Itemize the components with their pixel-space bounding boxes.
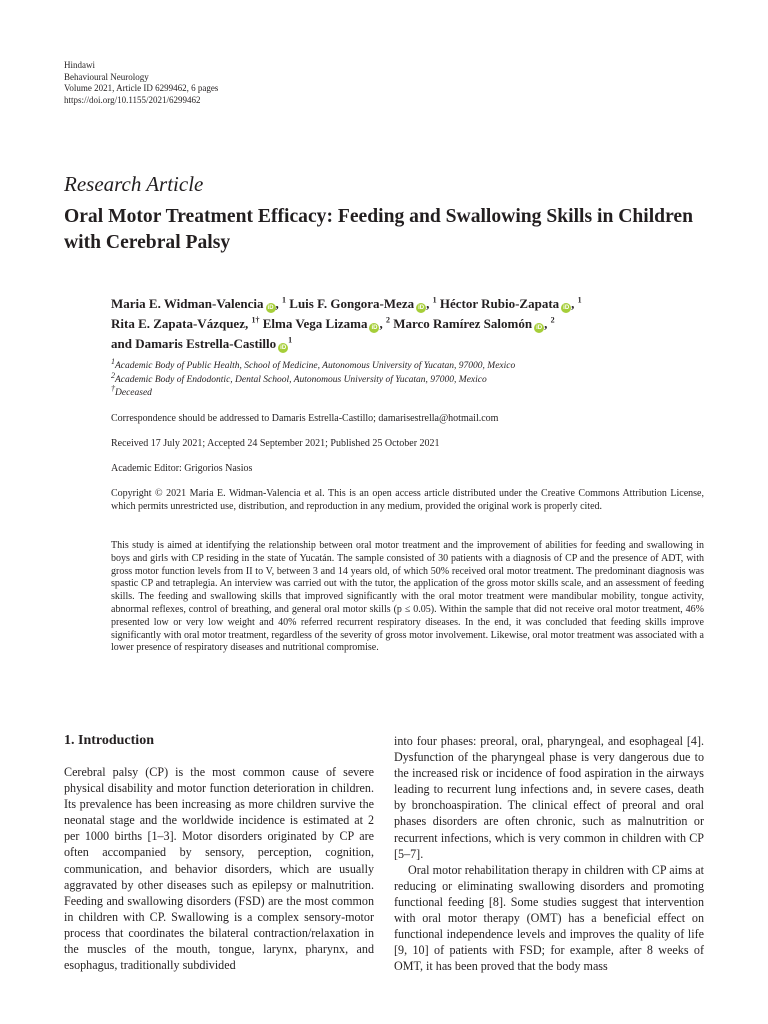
author-list <box>111 294 711 354</box>
publication-dates: Received 17 July 2021; Accepted 24 September 2021; Published 25 October 2021 <box>111 438 440 449</box>
publisher-name: Hindawi <box>64 60 95 70</box>
author: Héctor Rubio-Zapata iD , $^1$ <box>439 295 582 311</box>
author: Elma Vega Lizama iD , $^2$ <box>262 315 390 331</box>
doi-link[interactable]: https://doi.org/10.1155/2021/6299462 <box>64 94 201 105</box>
section-heading: 1. Introduction <box>64 733 154 748</box>
author: Maria E. Widman-Valencia iD , $^1$ <box>111 295 287 311</box>
copyright-notice: Copyright © 2021 Maria E. Widman-Valencia et al. This is an open access article distributed under the Creative Commons Attribution License, which permits unrestricted use, distribution, and reproduction in any medium, provided the original work is properly cited. <box>111 488 704 512</box>
journal-name: Behavioural Neurology <box>64 71 149 82</box>
orcid-icon[interactable]: iD <box>267 305 274 311</box>
affiliations <box>111 356 711 401</box>
author: Marco Ramírez Salomón iD , $^2$ <box>393 315 555 331</box>
orcid-icon[interactable]: iD <box>371 325 378 331</box>
article-title: Oral Motor Treatment Efficacy: Feeding and Swallowing Skills in Children with Cerebral Palsy <box>64 206 694 253</box>
abstract: This study is aimed at identifying the relationship between oral motor treatment and the improvement of abilities for feeding and swallowing in boys and girls with CP residing in the state of Yucatán. The sample consisted of 30 patients with a diagnosis of CP and the presence of ADT, with gross motor function levels from II to V, between 3 and 14 years old, of which 50% received oral motor treatment. The predominant diagnosis was spastic CP and tetraplegia. An interview was carried out with the tutor, the application of the gross motor skills scale, and an assessment of feeding skills. The feeding and swallowing skills that improved significantly with the oral motor treatment were mandibular mobility, tongue activity, abnormal reflexes, control of breathing, and general oral motor skills (p ≤ 0.05). Within the sample that did not receive oral motor treatment, 46% presented low or very low weight and 40% referred recurrent respiratory diseases. In the end, it was concluded that feeding skills improve significantly with oral motor treatment, regardless of the severity of gross motor involvement. Likewise, oral motor treatment was associated with a lower presence of respiratory diseases and nutritional compromise. <box>111 540 704 654</box>
author: Rita E. Zapata-Vázquez, $^{1\dagger}$ <box>111 315 260 331</box>
orcid-icon[interactable]: iD <box>563 305 570 311</box>
journal-header <box>64 60 218 106</box>
author: and Damaris Estrella-Castillo $iD^1$ <box>111 335 293 351</box>
paragraph: into four phases: preoral, oral, pharyngeal, and esophageal [4]. Dysfunction of the pharyngeal phase is very dangerous due to the increased risk or incidence of food aspiration in the airways leading to recurrent lung infections and, in severe cases, death by bronchoaspiration. The clinical effect of preoral and oral phases disorders are often chronic, such as malnutrition or recurrent infections, which is very common in children with CP [5–7]. <box>394 734 704 861</box>
author: Luis F. Gongora-Meza iD , $^1$ <box>289 295 437 311</box>
academic-editor: Academic Editor: Grigorios Nasios <box>111 463 253 474</box>
left-column <box>64 764 374 973</box>
orcid-icon[interactable]: iD <box>418 305 425 311</box>
correspondence: Correspondence should be addressed to Damaris Estrella-Castillo; damarisestrella@hotmail.com <box>111 413 499 424</box>
article-type: Research Article <box>64 172 204 196</box>
paragraph: Cerebral palsy (CP) is the most common cause of severe physical disability and motor function deterioration in children. Its prevalence has been increasing as more children survive the neonatal stage and the worldwide incidence is estimated at 2 per 1000 births [1–3]. Motor disorders originated by CP are often accompanied by sensory, perception, cognition, communication, and behavior disorders, which are usually aggravated by other diseases such as epilepsy or malnutrition. Feeding and swallowing disorders (FSD) are the most common in children with CP. Swallowing is a complex sensory-motor process that coordinates the bilateral contraction/relaxation in the muscles of the mouth, tongue, larynx, pharynx, and esophagus, traditionally subdivided <box>64 765 374 973</box>
orcid-icon[interactable]: iD <box>280 345 287 351</box>
orcid-icon[interactable]: iD <box>536 325 543 331</box>
right-column <box>394 733 704 974</box>
affiliation: $^2$Academic Body of Endodontic, Dental School, Autonomous University of Yucatan, 97000, Mexico <box>111 370 487 385</box>
paragraph: Oral motor rehabilitation therapy in children with CP aims at reducing or eliminating swallowing disorders and promoting functional feeding [8]. Some studies suggest that intervention with oral motor therapy (OMT) has a beneficial effect on functional independence levels and improves the quality of life [9, 10] of patients with FSD; for example, after 8 weeks of OMT, it has been proved that the body mass <box>394 862 704 974</box>
volume-info: Volume 2021, Article ID 6299462, 6 pages <box>64 83 219 94</box>
affiliation: $^1$Academic Body of Public Health, School of Medicine, Autonomous University of Yucatan, 97000, Mexico <box>111 356 516 371</box>
affiliation: †Deceased <box>111 383 152 398</box>
